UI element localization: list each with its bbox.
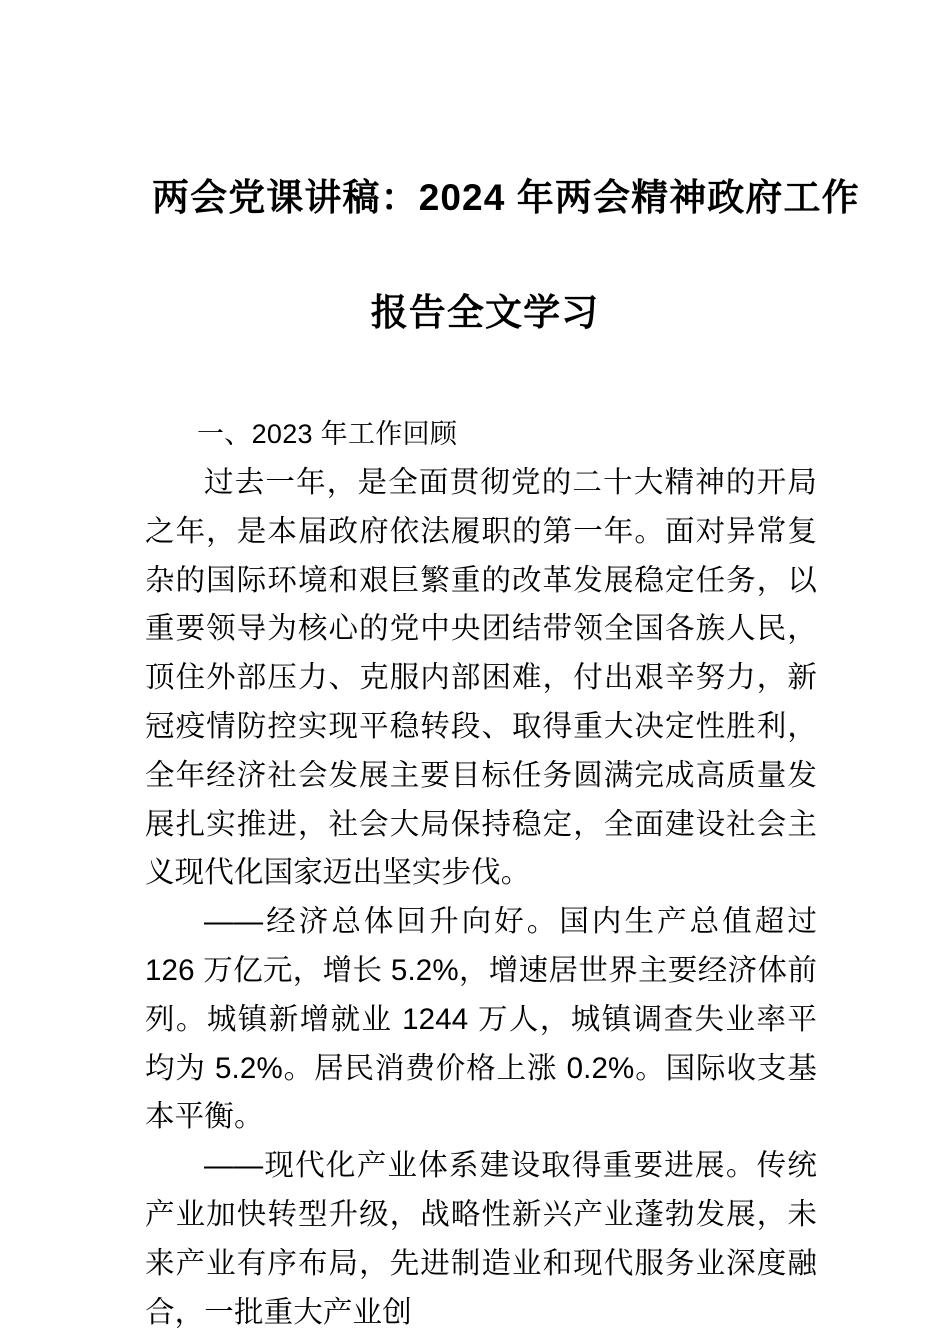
paragraph-modern-industrial-system: ——现代化产业体系建设取得重要进展。传统产业加快转型升级，战略性新兴产业蓬勃发展，未来产业有序布局，先进制造业和现代服务业深度融合，一批重大产业创: [145, 1149, 817, 1329]
document-title-line-1: 两会党课讲稿：2024 年两会精神政府工作: [152, 177, 860, 218]
document-body: [145, 410, 817, 1337]
document-title: [152, 140, 860, 370]
section-heading-2023-work-review: 一、2023 年工作回顾: [197, 419, 458, 449]
paragraph-review-overview: 过去一年，是全面贯彻党的二十大精神的开局之年，是本届政府依法履职的第一年。面对异常复杂的国际环境和艰巨繁重的改革发展稳定任务，以重要领导为核心的党中央团结带领全国各族人民，顶住外部压力、克服内部困难，付出艰辛努力，新冠疫情防控实现平稳转段、取得重大决定性胜利，全年经济社会发展主要目标任务圆满完成高质量发展扎实推进，社会大局保持稳定，全面建设社会主义现代化国家迈出坚实步伐。: [145, 466, 817, 890]
paragraph-economy-recovery: ——经济总体回升向好。国内生产总值超过 126 万亿元，增长 5.2%，增速居世界主要经济体前列。城镇新增就业 1244 万人，城镇调查失业率平均为 5.2%。居民消费价格上涨 0.2%。国际收支基本平衡。: [145, 905, 817, 1134]
document-title-line-2: 报告全文学习: [370, 292, 600, 333]
